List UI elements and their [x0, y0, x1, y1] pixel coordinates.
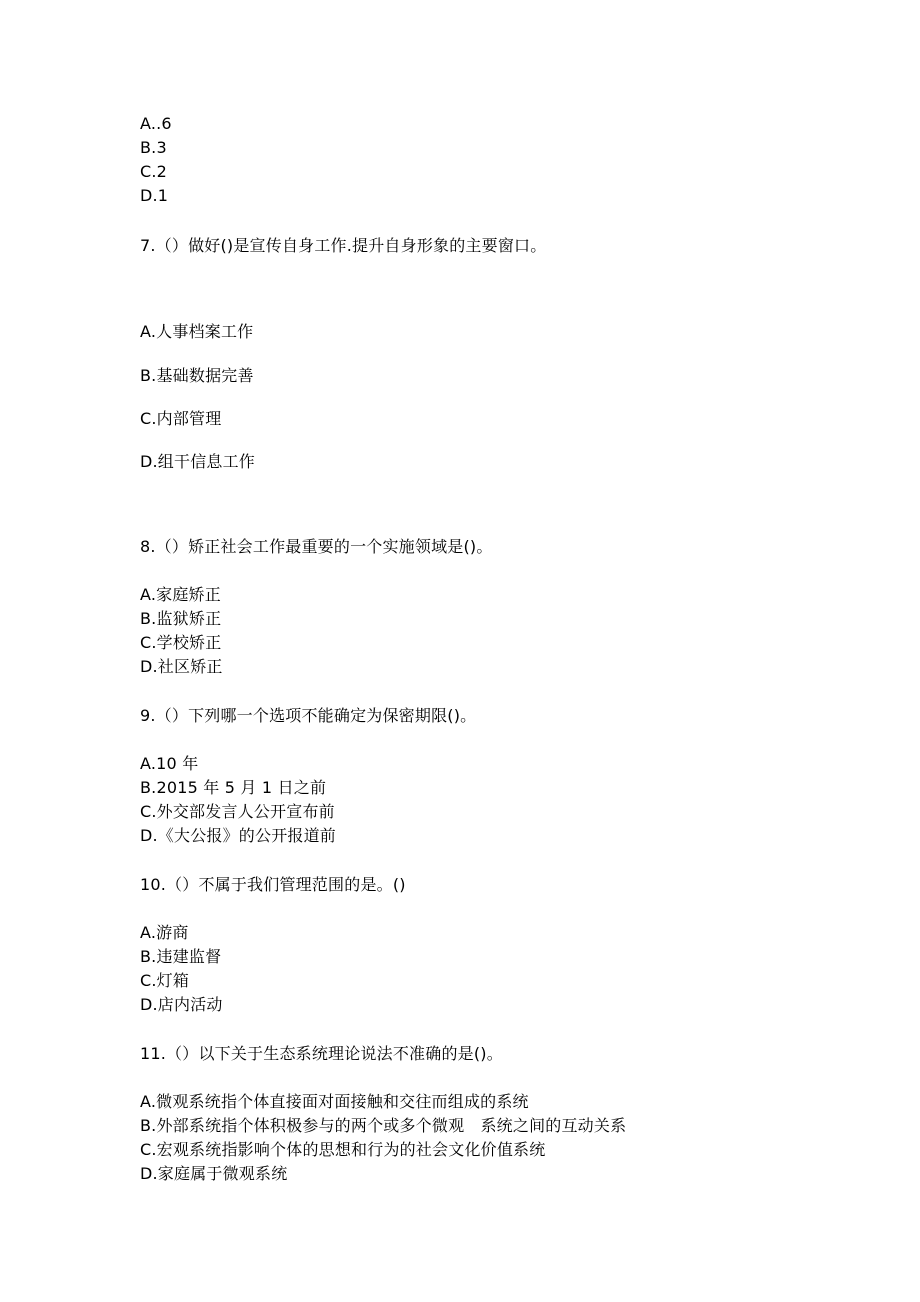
option-d: D.《大公报》的公开报道前	[140, 826, 337, 845]
option-c: C.内部管理	[140, 409, 222, 428]
option-c: C.学校矫正	[140, 633, 222, 652]
option-d: D.1	[140, 186, 169, 205]
option-b: B.违建监督	[140, 947, 222, 966]
option-c: C.灯箱	[140, 971, 190, 990]
option-a: A.游商	[140, 923, 189, 942]
option-a: A.家庭矫正	[140, 585, 221, 604]
question-text: 10.（）不属于我们管理范围的是。()	[140, 875, 406, 894]
option-b: B.外部系统指个体积极参与的两个或多个微观 系统之间的互动关系	[140, 1116, 627, 1135]
question-text: 7.（）做好()是宣传自身工作.提升自身形象的主要窗口。	[140, 236, 547, 255]
option-d: D.店内活动	[140, 995, 223, 1014]
option-a: A.人事档案工作	[140, 322, 254, 341]
option-c: C.宏观系统指影响个体的思想和行为的社会文化价值系统	[140, 1140, 546, 1159]
option-a: A.10 年	[140, 754, 199, 773]
option-d: D.社区矫正	[140, 657, 223, 676]
option-b: B.基础数据完善	[140, 366, 254, 385]
question-text: 11.（）以下关于生态系统理论说法不准确的是()。	[140, 1044, 503, 1063]
option-b: B.3	[140, 138, 167, 157]
option-a: A..6	[140, 114, 172, 133]
option-d: D.组干信息工作	[140, 452, 256, 471]
option-c: C.外交部发言人公开宣布前	[140, 802, 335, 821]
option-b: B.2015 年 5 月 1 日之前	[140, 778, 327, 797]
option-b: B.监狱矫正	[140, 609, 222, 628]
option-a: A.微观系统指个体直接面对面接触和交往而组成的系统	[140, 1092, 529, 1111]
question-text: 8.（）矫正社会工作最重要的一个实施领域是()。	[140, 537, 493, 556]
question-text: 9.（）下列哪一个选项不能确定为保密期限()。	[140, 706, 477, 725]
option-d: D.家庭属于微观系统	[140, 1164, 288, 1183]
option-c: C.2	[140, 162, 168, 181]
